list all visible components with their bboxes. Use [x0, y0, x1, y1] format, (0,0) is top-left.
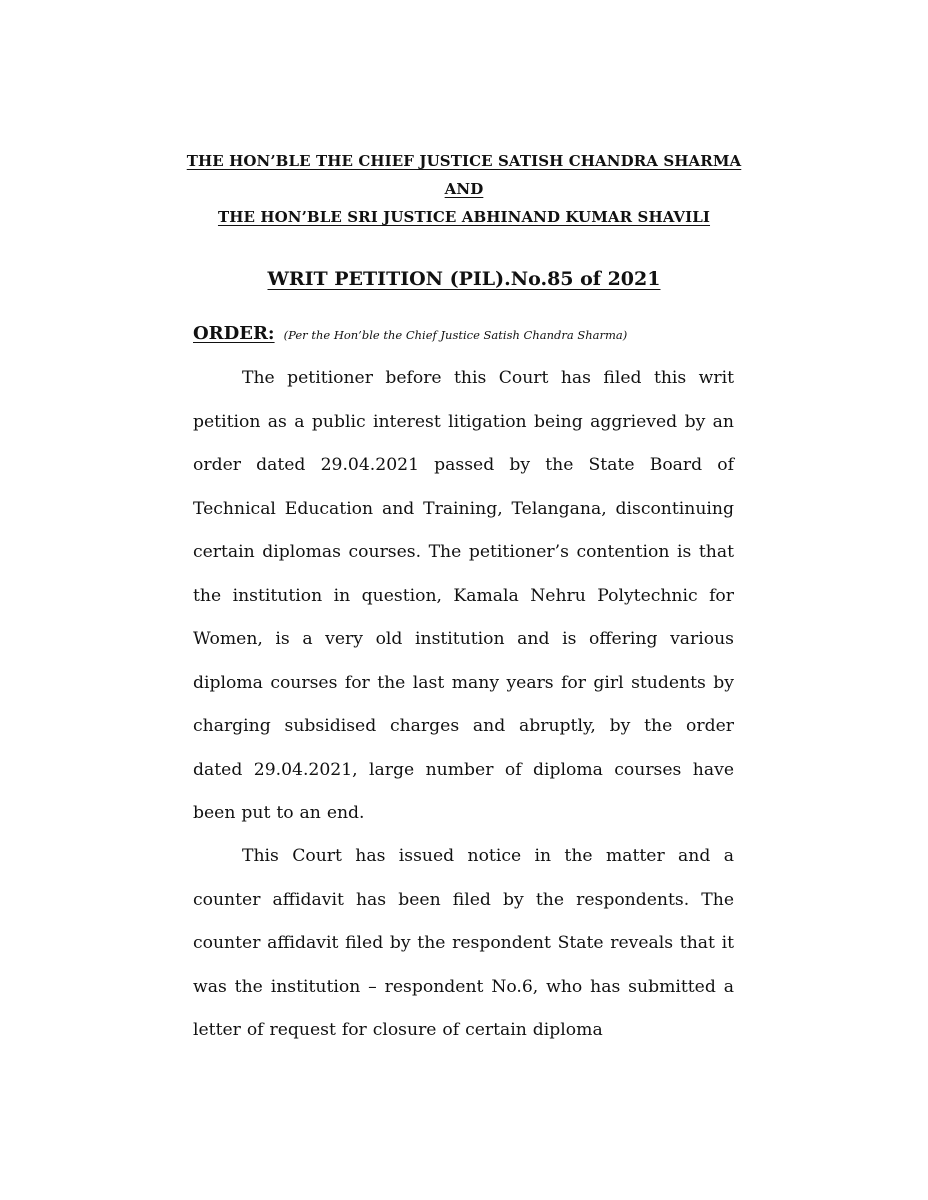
- order-heading: [193, 323, 753, 344]
- order-note: (Per the Hon’ble the Chief Justice Satish Chandra Sharma): [283, 328, 628, 342]
- paragraph-1: The petitioner before this Court has filed this writ petition as a public interest litigation being aggrieved by an order dated 29.04.2021 passed by the State Board of Technical Education and Training, Telangana, discontinuing certain diplomas courses. The petitioner’s contention is that the institution in question, Kamala Nehru Polytechnic for Women, is a very old institution and is offering various diploma courses for the last many years for girl students by charging subsidised charges and abruptly, by the order dated 29.04.2021, large number of diploma courses have been put to an end.: [193, 368, 734, 823]
- bench-line-and: AND: [444, 180, 484, 198]
- case-title: WRIT PETITION (PIL).No.85 of 2021: [267, 268, 661, 290]
- bench-line-justice: THE HON’BLE SRI JUSTICE ABHINAND KUMAR SHAVILI: [217, 208, 711, 226]
- paragraph-2: This Court has issued notice in the matter and a counter affidavit has been filed by the respondents. The counter affidavit filed by the respondent State reveals that it was the institution – respondent No.6, who has submitted a letter of request for closure of certain diploma: [193, 846, 734, 1040]
- order-label: ORDER:: [193, 323, 275, 344]
- bench-line-chief-justice: THE HON’BLE THE CHIEF JUSTICE SATISH CHANDRA SHARMA: [186, 152, 742, 170]
